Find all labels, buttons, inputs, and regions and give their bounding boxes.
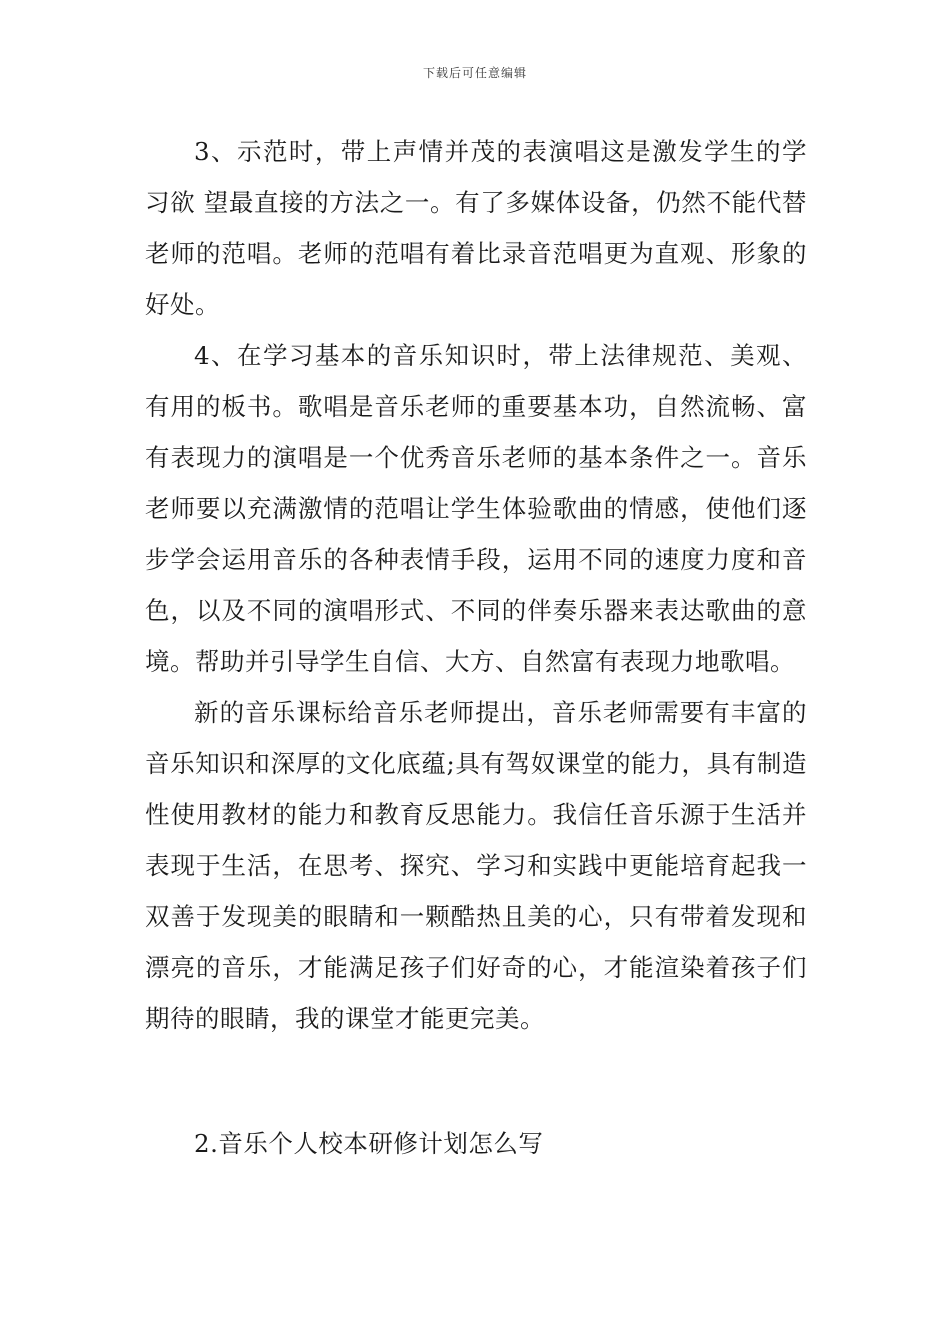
paragraph-curriculum-standard: 新的音乐课标给音乐老师提出，音乐老师需要有丰富的音乐知识和深厚的文化底蕴;具有驾奴课堂的能力，具有制造性使用教材的能力和教育反思能力。我信任音乐源于生活并表现于生活，在思考、探究、学习和实践中更能培育起我一双善于发现美的眼睛和一颗酷热且美的心，只有带着发现和漂亮的音乐，才能满足孩子们好奇的心，才能渲染着孩子们期待的眼睛，我的课堂才能更完美。 xyxy=(145,698,807,1033)
header-note: 下载后可任意编辑 xyxy=(422,66,527,80)
paragraph-demonstration: 3、示范时，带上声情并茂的表演唱这是激发学生的学习欲 望最直接的方法之一。有了多媒体设备，仍然不能代替老师的范唱。老师的范唱有着比录音范唱更为直观、形象的好处。 xyxy=(145,137,807,319)
section-heading: 2.音乐个人校本研修计划怎么写 xyxy=(194,1129,544,1158)
paragraph-music-knowledge: 4、在学习基本的音乐知识时，带上法律规范、美观、有用的板书。歌唱是音乐老师的重要基本功，自然流畅、富有表现力的演唱是一个优秀音乐老师的基本条件之一。音乐老师要以充满激情的范唱让学生体验歌曲的情感，使他们逐步学会运用音乐的各种表情手段，运用不同的速度力度和音色，以及不同的演唱形式、不同的伴奏乐器来表达歌曲的意境。帮助并引导学生自信、大方、自然富有表现力地歌唱。 xyxy=(145,341,807,676)
document-body xyxy=(145,126,807,1044)
